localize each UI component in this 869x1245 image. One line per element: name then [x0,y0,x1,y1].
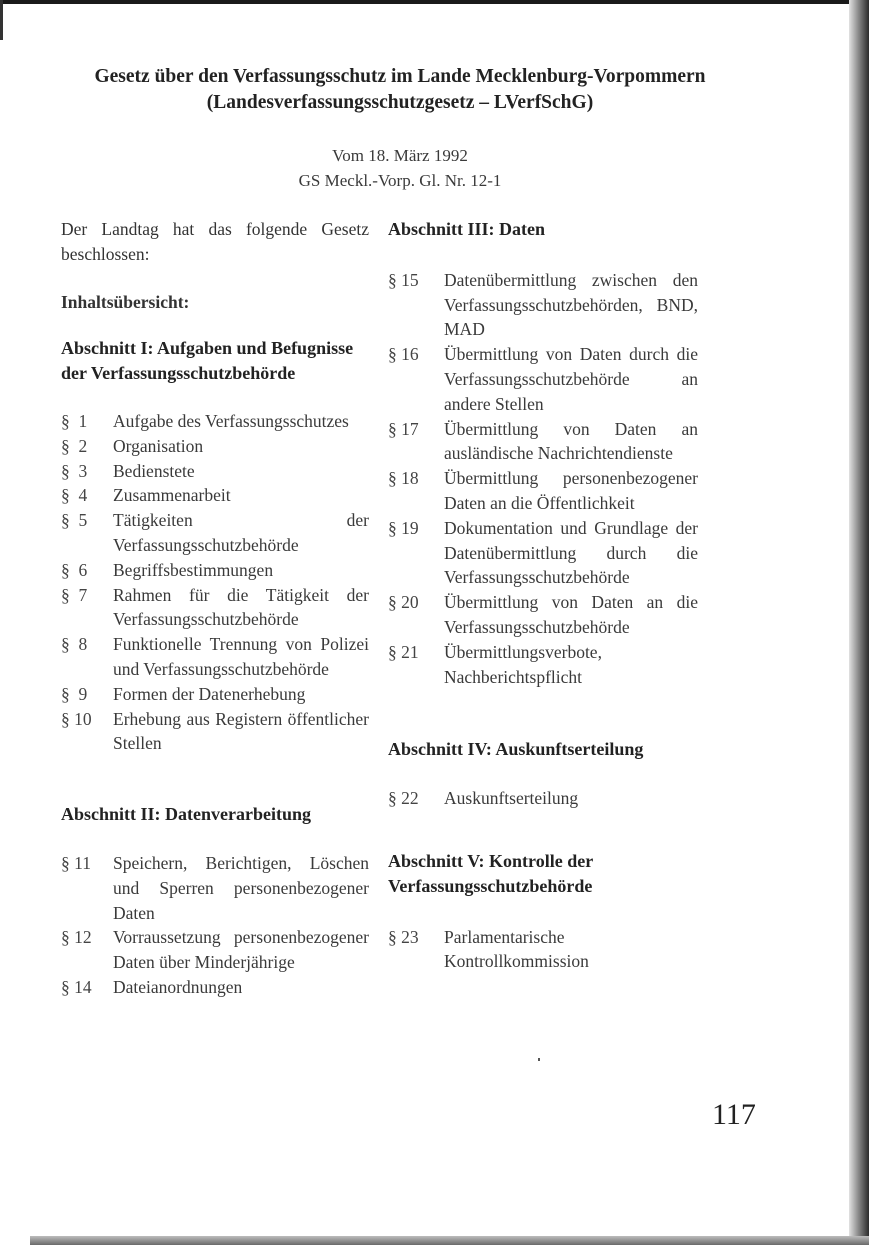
page-number: 117 [712,1098,756,1131]
paragraph-number: § 22 [388,788,419,809]
toc-item [61,508,369,558]
paragraph-number: § 12 [61,927,92,948]
law-title: Gesetz über den Verfassungsschutz im Lande Mecklenburg-Vorpommern (Landesverfassungsschutzgesetz – LVerfSchG) [94,66,706,113]
paragraph-title: Dokumentation und Grundlage der Datenübermittlung durch die Verfassungsschutzbehörde [444,517,698,588]
scan-edge-right [849,0,869,1245]
paragraph-title: Übermittlung von Daten an ausländische Nachrichtendienste [444,418,698,464]
paragraph-number: § 8 [61,634,88,655]
paragraph-number: § 16 [388,344,419,365]
toc-item [388,342,698,416]
toc-item [388,466,698,516]
paragraph-title: Vorraussetzung personenbezogener Daten über Minderjährige [113,927,369,973]
paragraph-title: Formen der Datenerhebung [113,683,306,704]
paragraph-title: Bedienstete [113,460,195,481]
paragraph-number: § 23 [388,926,419,947]
toc-item [61,851,369,925]
paragraph-title: Begriffsbestimmungen [113,559,274,580]
paragraph-title: Organisation [113,435,204,456]
section-list-5 [388,925,698,975]
section-list-3 [388,268,698,690]
intro-text: Der Landtag hat das folgende Gesetz beschlossen: [61,219,369,264]
section-heading-4: Abschnitt IV: Auskunftserteilung [388,739,644,760]
toc-item [61,483,369,508]
toc-item [61,975,369,1000]
law-meta [160,143,640,193]
toc-item [61,409,369,434]
scan-edge-left [0,0,3,40]
paragraph-title: Parlamentarische Kontrollkommission [444,926,589,972]
paragraph-number: § 15 [388,269,419,290]
section-list-4 [388,786,698,811]
paragraph-number: § 9 [61,683,88,704]
toc-item [61,925,369,975]
section-list-2 [61,851,369,1000]
paragraph-number: § 10 [61,708,92,729]
scan-edge-bottom [30,1236,869,1245]
paragraph-number: § 2 [61,435,88,456]
paragraph-title: Auskunftserteilung [444,788,579,809]
paragraph-number: § 11 [61,852,91,873]
paragraph-title: Rahmen für die Tätigkeit der Verfassungsschutzbehörde [113,584,369,630]
toc-item [61,682,369,707]
paragraph-title: Zusammenarbeit [113,485,231,506]
toc-item [61,583,369,633]
toc-item [61,558,369,583]
paragraph-title: Dateianordnungen [113,976,243,997]
paragraph-number: § 4 [61,485,88,506]
paragraph-title: Aufgabe des Verfassungsschutzes [113,410,349,431]
paragraph-title: Funktionelle Trennung von Polizei und Verfassungsschutzbehörde [113,634,369,679]
paragraph-number: § 17 [388,418,419,439]
toc-item [388,786,698,811]
toc-item [61,459,369,484]
right-column [388,217,698,974]
paragraph-title: Erhebung aus Registern öffentlicher Stellen [113,708,369,754]
section-list-1 [61,409,369,756]
section-heading-5: Abschnitt V: Kontrolle der Verfassungsschutzbehörde [388,850,593,896]
toc-item [388,417,698,467]
section-heading-2: Abschnitt II: Datenverarbeitung [61,804,311,825]
paragraph-number: § 14 [61,976,92,997]
toc-item [388,590,698,640]
toc-item [388,516,698,590]
gs-line: GS Meckl.-Vorp. Gl. Nr. 12-1 [298,171,502,190]
paragraph-number: § 3 [61,460,88,481]
paragraph-title: Tätigkeiten der Verfassungsschutzbehörde [113,510,369,555]
date-line: Vom 18. März 1992 [332,146,468,165]
left-column [61,217,369,1000]
toc-item [61,707,369,757]
toc-item [61,632,369,682]
toc-item [388,925,698,975]
paragraph-number: § 5 [61,510,88,531]
paragraph-title: Übermittlungsverbote, Nachberichtspflicht [444,641,602,687]
paragraph-title: Datenübermittlung zwischen den Verfassungsschutzbehörden, BND, MAD [444,269,698,340]
paragraph-number: § 20 [388,592,419,613]
section-heading-1: Abschnitt I: Aufgaben und Befugnisse der Verfassungsschutzbehörde [61,338,354,384]
toc-heading: Inhaltsübersicht: [61,291,190,312]
toc-item [388,268,698,342]
scan-edge-top [0,0,869,4]
paragraph-number: § 18 [388,468,419,489]
section-heading-3: Abschnitt III: Daten [388,219,546,239]
paragraph-title: Übermittlung von Daten durch die Verfassungsschutzbehörde an andere Stellen [444,344,698,414]
paragraph-number: § 6 [61,559,88,580]
paragraph-number: § 7 [61,584,88,605]
paragraph-number: § 21 [388,641,419,662]
paragraph-title: Speichern, Berichtigen, Löschen und Sperren personenbezogener Daten [113,852,369,923]
paragraph-number: § 19 [388,517,419,538]
print-speck [538,1058,540,1061]
paragraph-title: Übermittlung personenbezogener Daten an die Öffentlichkeit [444,468,698,513]
paragraph-number: § 1 [61,410,88,431]
paragraph-title: Übermittlung von Daten an die Verfassungsschutzbehörde [444,592,698,637]
toc-item [61,434,369,459]
toc-item [388,640,698,690]
